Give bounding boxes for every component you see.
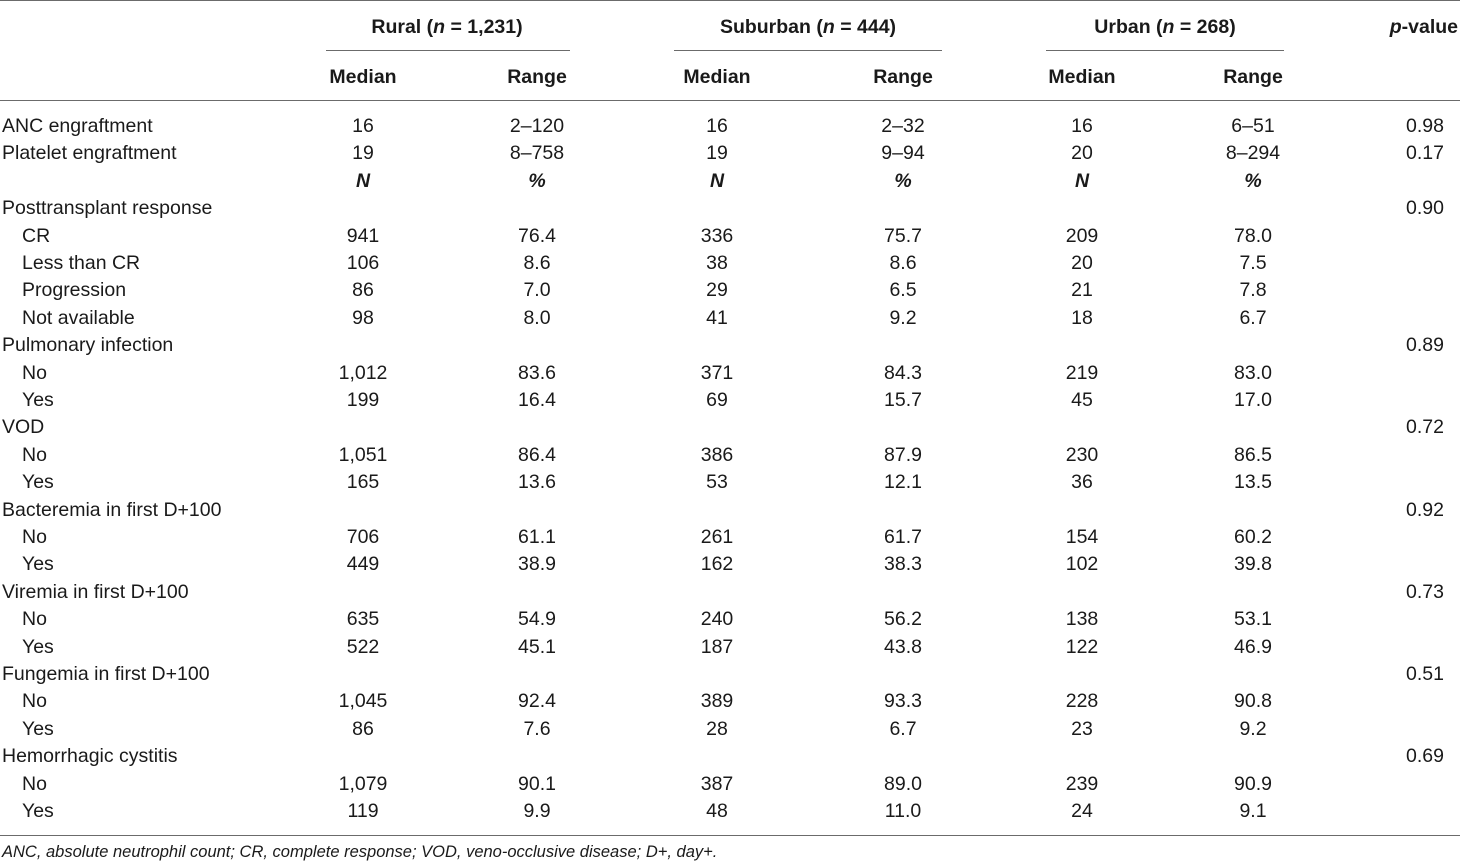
row-label: Pulmonary infection (2, 334, 174, 356)
row-label: Hemorrhagic cystitis (2, 745, 178, 767)
pvalue-cell: 0.90 (1406, 197, 1444, 219)
table-cell: 19 (706, 142, 728, 164)
col-header-n: N (1074, 170, 1090, 192)
table-cell: 61.7 (884, 526, 922, 548)
table-cell: 199 (346, 389, 380, 411)
row-sublabel: Yes (22, 553, 54, 575)
table-cell: 8–294 (1225, 142, 1281, 164)
table-cell: 60.2 (1234, 526, 1272, 548)
row-sublabel: Yes (22, 471, 54, 493)
table-cell: 449 (346, 553, 380, 575)
row-sublabel: Yes (22, 800, 54, 822)
row-sublabel: No (22, 690, 47, 712)
table-cell: 16 (352, 115, 374, 137)
table-cell: 61.1 (518, 526, 556, 548)
table-cell: 76.4 (518, 225, 556, 247)
table-cell: 13.5 (1234, 471, 1272, 493)
table-cell: 78.0 (1234, 225, 1272, 247)
table-cell: 187 (700, 636, 734, 658)
table-cell: 86 (352, 718, 374, 740)
table-cell: 387 (700, 773, 734, 795)
table-cell: 19 (352, 142, 374, 164)
table-cell: 86.5 (1234, 444, 1272, 466)
table-cell: 6–51 (1231, 115, 1275, 137)
header-rule (0, 100, 1460, 101)
table-cell: 23 (1071, 718, 1093, 740)
table-cell: 8–758 (509, 142, 565, 164)
table-cell: 102 (1065, 553, 1099, 575)
table-cell: 9–94 (881, 142, 925, 164)
table-cell: 706 (346, 526, 380, 548)
table-cell: 11.0 (884, 800, 922, 822)
row-sublabel: CR (22, 225, 51, 247)
table-cell: 1,012 (338, 362, 388, 384)
group-header-rural: Rural (n = 1,231) (371, 16, 523, 38)
group-underline-suburban (674, 50, 942, 51)
table-cell: 16.4 (518, 389, 556, 411)
table-cell: 106 (346, 252, 380, 274)
table-cell: 6.7 (1239, 307, 1267, 329)
table-cell: 20 (1071, 142, 1093, 164)
row-sublabel: No (22, 773, 47, 795)
table-cell: 2–32 (881, 115, 925, 137)
table-cell: 28 (706, 718, 728, 740)
table-cell: 9.1 (1239, 800, 1267, 822)
table-cell: 36 (1071, 471, 1093, 493)
pvalue-cell: 0.73 (1406, 581, 1444, 603)
table-cell: 9.2 (889, 307, 917, 329)
col-header-n: N (709, 170, 725, 192)
row-label: ANC engraftment (2, 115, 153, 137)
table-cell: 53 (706, 471, 728, 493)
table-cell: 1,079 (338, 773, 388, 795)
row-label: Posttransplant response (2, 197, 213, 219)
bottom-rule (0, 835, 1460, 836)
table-cell: 93.3 (884, 690, 922, 712)
row-sublabel: Less than CR (22, 252, 141, 274)
table-cell: 53.1 (1234, 608, 1272, 630)
table-cell: 9.9 (523, 800, 551, 822)
table-cell: 122 (1065, 636, 1099, 658)
col-header-percent: % (1244, 170, 1262, 192)
table-cell: 38 (706, 252, 728, 274)
table-cell: 86 (352, 279, 374, 301)
row-label: Fungemia in first D+100 (2, 663, 210, 685)
table-cell: 17.0 (1234, 389, 1272, 411)
table-cell: 48 (706, 800, 728, 822)
table-cell: 38.9 (518, 553, 556, 575)
table-cell: 8.0 (523, 307, 551, 329)
table-cell: 219 (1065, 362, 1099, 384)
table-cell: 41 (706, 307, 728, 329)
table-cell: 20 (1071, 252, 1093, 274)
table-cell: 239 (1065, 773, 1099, 795)
row-label: Bacteremia in first D+100 (2, 499, 222, 521)
table-cell: 389 (700, 690, 734, 712)
table-cell: 98 (352, 307, 374, 329)
table-cell: 2–120 (509, 115, 565, 137)
row-sublabel: Progression (22, 279, 127, 301)
table-cell: 69 (706, 389, 728, 411)
table-cell: 92.4 (518, 690, 556, 712)
pvalue-cell: 0.69 (1406, 745, 1444, 767)
table-cell: 39.8 (1234, 553, 1272, 575)
table-cell: 6.5 (889, 279, 917, 301)
table-cell: 75.7 (884, 225, 922, 247)
table-cell: 90.9 (1234, 773, 1272, 795)
group-header-urban: Urban (n = 268) (1094, 16, 1236, 38)
table-cell: 84.3 (884, 362, 922, 384)
table-cell: 371 (700, 362, 734, 384)
table-cell: 56.2 (884, 608, 922, 630)
row-sublabel: No (22, 444, 47, 466)
table-cell: 16 (1071, 115, 1093, 137)
table-cell: 1,045 (338, 690, 388, 712)
table-footnote: ANC, absolute neutrophil count; CR, complete response; VOD, veno-occlusive disease; D+, day+. (2, 843, 718, 861)
group-underline-urban (1046, 50, 1284, 51)
row-sublabel: Yes (22, 389, 54, 411)
col-header-n: N (355, 170, 371, 192)
table-cell: 18 (1071, 307, 1093, 329)
table-cell: 138 (1065, 608, 1099, 630)
col-header-median: Median (329, 66, 397, 88)
pvalue-cell: 0.17 (1406, 142, 1444, 164)
table-cell: 7.8 (1239, 279, 1267, 301)
table-cell: 228 (1065, 690, 1099, 712)
table-cell: 1,051 (338, 444, 388, 466)
table-cell: 89.0 (884, 773, 922, 795)
table-cell: 15.7 (884, 389, 922, 411)
table-cell: 45.1 (518, 636, 556, 658)
table-cell: 7.5 (1239, 252, 1267, 274)
col-header-percent: % (528, 170, 546, 192)
table-cell: 7.0 (523, 279, 551, 301)
table-cell: 336 (700, 225, 734, 247)
pvalue-cell: 0.98 (1406, 115, 1444, 137)
table-cell: 43.8 (884, 636, 922, 658)
pvalue-cell: 0.51 (1406, 663, 1444, 685)
table-cell: 8.6 (523, 252, 551, 274)
table-cell: 8.6 (889, 252, 917, 274)
group-underline-rural (326, 50, 570, 51)
table-cell: 522 (346, 636, 380, 658)
row-sublabel: Yes (22, 636, 54, 658)
table-cell: 54.9 (518, 608, 556, 630)
table-cell: 87.9 (884, 444, 922, 466)
table-cell: 21 (1071, 279, 1093, 301)
table-cell: 6.7 (889, 718, 917, 740)
table-cell: 38.3 (884, 553, 922, 575)
row-sublabel: Yes (22, 718, 54, 740)
col-header-range: Range (507, 66, 567, 88)
table-cell: 209 (1065, 225, 1099, 247)
table-cell: 46.9 (1234, 636, 1272, 658)
row-label: VOD (2, 416, 45, 438)
table-cell: 154 (1065, 526, 1099, 548)
table-cell: 635 (346, 608, 380, 630)
table-cell: 24 (1071, 800, 1093, 822)
pvalue-cell: 0.89 (1406, 334, 1444, 356)
table-cell: 9.2 (1239, 718, 1267, 740)
group-header-suburban: Suburban (n = 444) (719, 16, 897, 38)
pvalue-cell: 0.92 (1406, 499, 1444, 521)
table-cell: 941 (346, 225, 380, 247)
table-cell: 83.6 (518, 362, 556, 384)
row-sublabel: No (22, 608, 47, 630)
pvalue-cell: 0.72 (1406, 416, 1444, 438)
row-label: Viremia in first D+100 (2, 581, 189, 603)
col-header-percent: % (894, 170, 912, 192)
table-cell: 7.6 (523, 718, 551, 740)
table-cell: 45 (1071, 389, 1093, 411)
table-cell: 386 (700, 444, 734, 466)
row-sublabel: No (22, 526, 47, 548)
table-cell: 240 (700, 608, 734, 630)
pvalue-header: p-value (1389, 16, 1458, 38)
table-cell: 83.0 (1234, 362, 1272, 384)
col-header-range: Range (1223, 66, 1283, 88)
row-label: Platelet engraftment (2, 142, 177, 164)
top-rule (0, 0, 1460, 1)
col-header-median: Median (683, 66, 751, 88)
table-cell: 165 (346, 471, 380, 493)
table-cell: 230 (1065, 444, 1099, 466)
table-cell: 12.1 (884, 471, 922, 493)
col-header-range: Range (873, 66, 933, 88)
row-sublabel: No (22, 362, 47, 384)
table-cell: 86.4 (518, 444, 556, 466)
table-cell: 90.1 (518, 773, 556, 795)
table-cell: 16 (706, 115, 728, 137)
row-sublabel: Not available (22, 307, 135, 329)
table-cell: 13.6 (518, 471, 556, 493)
table-cell: 119 (347, 800, 379, 822)
table-cell: 90.8 (1234, 690, 1272, 712)
table-cell: 162 (700, 553, 734, 575)
table-cell: 261 (700, 526, 734, 548)
table-cell: 29 (706, 279, 728, 301)
col-header-median: Median (1048, 66, 1116, 88)
